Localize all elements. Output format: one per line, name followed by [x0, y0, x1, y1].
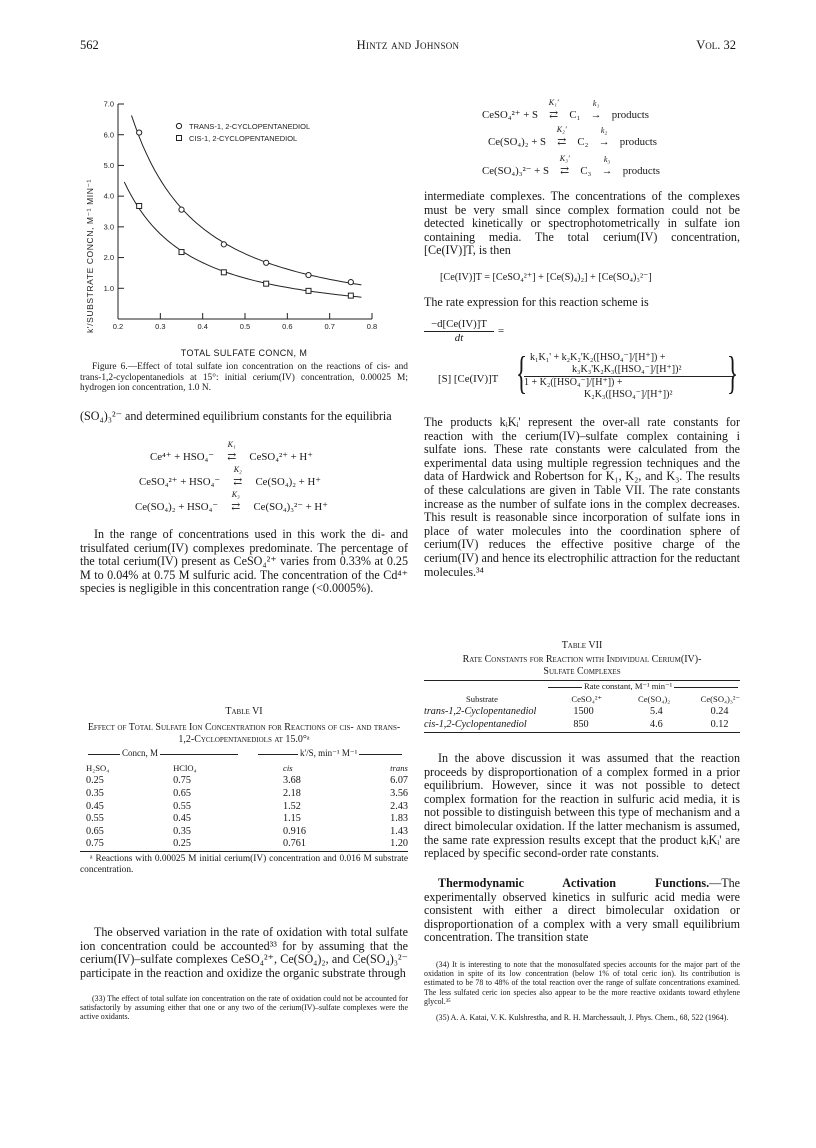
right-paragraph-1: intermediate complexes. The concentrations of the complexes must be very small since complex formation could not be detected kinetically or spectrophotometrically in sulfate ion containing media. The total cerium(IV) concentration, [Ce(IV)]T, is then	[424, 189, 740, 258]
table-6-cell: 3.56	[390, 787, 408, 799]
y-tick-label: 6.0	[103, 130, 114, 140]
table-6-cell: 0.45	[86, 800, 104, 812]
table-7-group: Rate constant, M⁻¹ min⁻¹	[584, 681, 673, 691]
page-number: 562	[80, 38, 99, 52]
figure-6-chart	[80, 96, 410, 346]
running-header	[80, 38, 736, 54]
x-tick-label: 0.4	[197, 322, 208, 331]
x-tick-label: 0.5	[239, 322, 251, 331]
legend-square-marker	[177, 136, 182, 141]
left-paragraph-2: In the range of concentrations used in this work the di- and trisulfated cerium(IV) complexes predominate. The percentage of the total cerium(IV) present as CeSO₄²⁺ varies from 0.33% at 0.25 M to 0.04% at 0.75 M sulfuric acid. The concentration of the Cd⁴⁺ species is negligible in this concentration range (<0.0005%).	[80, 527, 408, 596]
cis-data-point	[306, 288, 311, 293]
x-axis-label: TOTAL SULFATE CONCN, M	[180, 348, 308, 358]
table-6-grid	[80, 762, 408, 850]
table-6-row	[80, 800, 408, 813]
equilibrium-3: Ce(SO₄)₂ + HSO₄⁻ K₃ ⇄ Ce(SO₄)₃²⁻ + H⁺	[135, 490, 328, 513]
table-6	[80, 706, 408, 875]
table-7-cell: 0.12	[710, 718, 729, 730]
table-6-row	[80, 812, 408, 825]
table-6-group-rate: k'/S, min⁻¹ M⁻¹	[300, 748, 358, 758]
trans-data-point	[348, 280, 353, 285]
table-7-label: Table VII	[561, 640, 603, 651]
table-6-cell: 0.45	[173, 813, 191, 825]
table-6-cell: 3.68	[283, 775, 301, 787]
legend-cis-label: CIS-1, 2-CYCLOPENTANEDIOL	[189, 134, 298, 143]
table-6-row	[80, 787, 408, 800]
footnote-33: (33) The effect of total sulfate ion concentration on the rate of oxidation could not be accounted for satisfactorily by assuming either that one or any two of the cerium(IV)–sulfate complexes were the active oxidants.	[80, 994, 408, 1022]
scheme-line-3: Ce(SO₄)₃²⁻ + S K₃' ⇄ C₃ k₃ → products	[482, 154, 660, 177]
footnote-35: (35) A. A. Katai, V. K. Kulshrestha, and R. H. Marchessault, J. Phys. Chem., 68, 522 (1964).	[436, 1013, 729, 1022]
left-paragraph-1: (SO₄)₃²⁻ and determined equilibrium constants for the equilibria	[80, 409, 392, 423]
table-6-col-h2so4: H₂SO₄	[86, 763, 110, 774]
table-7-cell: 850	[573, 718, 589, 730]
figure-6-caption: Figure 6.—Effect of total sulfate ion concentration on the reactions of cis- and trans-1,2-cyclopentanediols at 15°: initial cerium(IV) concentration, 0.00025 M; hydrogen ion concentration, 1.0 N.	[80, 362, 408, 394]
table-6-cell: 0.75	[86, 838, 104, 850]
footnote-34: (34) It is interesting to note that the monosulfated species accounts for the major part of the oxidation in spite of its low concentration (below 1% of total ceric ion). Its contribution is estimated to be 78 to 48% of the total reaction over the range of sulfate concentrations examined. The less sulfated ceric ion species also appear to be the more reactive oxidants toward ethylene glycol.³⁵	[424, 960, 740, 1006]
table-6-cell: 1.43	[390, 825, 408, 837]
cis-data-point	[348, 293, 353, 298]
x-tick-label: 0.3	[155, 322, 166, 331]
legend-trans-label: TRANS-1, 2-CYCLOPENTANEDIOL	[189, 122, 311, 131]
table-6-footnote: ᵃ Reactions with 0.00025 M initial cerium(IV) concentration and 0.016 M substrate concentration.	[80, 854, 408, 875]
table-6-cell: 1.52	[283, 800, 301, 812]
y-tick-label: 2.0	[103, 253, 114, 263]
table-7-cell: 5.4	[650, 706, 663, 718]
table-6-cell: 0.35	[86, 787, 104, 799]
y-axis-label: k'/SUBSTRATE CONCN, M⁻¹ MIN⁻¹	[85, 179, 95, 333]
trans-data-point	[179, 207, 184, 212]
rate-fraction: −d[Ce(IV)]T dt	[424, 318, 494, 344]
trans-data-point	[221, 242, 226, 247]
x-tick-label: 0.6	[282, 322, 293, 331]
section-heading-thermo: Thermodynamic Activation Functions.	[438, 876, 710, 890]
table-6-cell: 0.75	[173, 775, 191, 787]
table-6-col-trans: trans	[390, 763, 408, 774]
table-6-col-cis: cis	[283, 763, 293, 774]
y-tick-label: 7.0	[103, 99, 114, 109]
table-7-cell: 0.24	[710, 706, 729, 718]
cis-curve	[124, 182, 361, 297]
table-6-cell: 6.07	[390, 775, 408, 787]
table-6-cell: 0.55	[173, 800, 191, 812]
table-7-cell: trans-1,2-Cyclopentanediol	[424, 706, 537, 718]
y-tick-label: 3.0	[103, 222, 114, 232]
running-title: Hintz and Johnson	[356, 38, 460, 52]
cis-data-point	[221, 270, 226, 275]
table-7-col-ceso4-3: Ce(SO₄)₃²⁻	[700, 693, 740, 704]
total-cerium-equation: [Ce(IV)]T = [CeSO₄²⁺] + [Ce(S)₄)₂] + [Ce(SO₄)₃²⁻]	[440, 272, 652, 283]
table-6-cell: 2.18	[283, 787, 301, 799]
table-6-cell: 0.55	[86, 813, 104, 825]
right-paragraph-2: The rate expression for this reaction scheme is	[424, 295, 649, 309]
table-6-cell: 0.25	[86, 775, 104, 787]
table-6-row	[80, 775, 408, 788]
table-7-title: Rate Constants for Reaction with Individual Cerium(IV)-Sulfate Complexes	[462, 654, 702, 677]
right-paragraph-4: In the above discussion it was assumed that the reaction proceeds by disproportionation of a complex formed in a prior equilibrium. However, since it was not possible to detect complex formation for the reaction in sulfuric acid media, it is not possible to distinguish between this type of mechanism and a direct bimolecular oxidation. If the latter mechanism is assumed, the same rate expression results except that the product kᵢKᵢ' are replaced by specific second-order rate constants.	[424, 751, 740, 861]
right-paragraph-5: Thermodynamic Activation Functions.—The experimentally observed kinetics in sulfuric acid media were consistent with either a direct bimolecular oxidation or disproportionation of a complex with a very small equilibrium concentration. The transition state	[424, 876, 740, 945]
table-7-row	[424, 706, 740, 719]
scheme-line-1: CeSO₄²⁺ + S K₁' ⇄ C₁ k₁ → products	[482, 98, 649, 121]
y-tick-label: 1.0	[103, 283, 114, 293]
table-7-col-ceso4-2: Ce(SO₄)₂	[638, 694, 671, 705]
cis-data-point	[137, 203, 142, 208]
table-6-group-conc: Concn, M	[122, 748, 158, 758]
table-6-title: Effect of Total Sulfate Ion Concentration for Reactions of cis- and trans-1,2-Cyclopentanediols at 15.0°ᵃ	[87, 722, 401, 745]
table-7-cell: cis-1,2-Cyclopentanediol	[424, 718, 527, 730]
x-tick-label: 0.7	[324, 322, 335, 331]
table-6-cell: 1.15	[283, 813, 301, 825]
trans-data-point	[264, 260, 269, 265]
trans-data-point	[306, 272, 311, 277]
table-7	[424, 640, 740, 733]
table-6-cell: 0.65	[173, 787, 191, 799]
volume-label: Vol. 32	[696, 38, 736, 52]
equilibrium-1: Ce⁴⁺ + HSO₄⁻ K₁ ⇄ CeSO₄²⁺ + H⁺	[150, 440, 313, 463]
legend-circle-marker	[176, 123, 181, 128]
table-6-cell: 0.65	[86, 825, 104, 837]
rate-equals: =	[498, 325, 505, 337]
equilibrium-2: CeSO₄²⁺ + HSO₄⁻ K₂ ⇄ Ce(SO₄)₂ + H⁺	[139, 465, 321, 488]
table-6-cell: 0.761	[283, 838, 306, 850]
table-6-cell: 0.916	[283, 825, 306, 837]
trans-data-point	[137, 130, 142, 135]
table-6-label: Table VI	[225, 706, 263, 717]
table-6-col-hclo4: HClO₄	[173, 763, 197, 774]
cis-data-point	[179, 250, 184, 255]
table-7-col-substrate: Substrate	[466, 694, 498, 705]
left-paragraph-3: The observed variation in the rate of oxidation with total sulfate ion concentration could be accounted³³ for by assuming that the cerium(IV)–sulfate complexes CeSO₄²⁺, Ce(SO₄)₂, and Ce(SO₄)₃²⁻ participate in the reaction and oxidize the organic substrate through	[80, 925, 408, 980]
y-tick-label: 5.0	[103, 161, 114, 171]
table-6-cell: 0.25	[173, 838, 191, 850]
table-7-row	[424, 718, 740, 731]
scheme-line-2: Ce(SO₄)₂ + S K₂' ⇄ C₂ k₂ → products	[488, 125, 657, 148]
x-tick-label: 0.8	[366, 322, 378, 331]
y-tick-label: 4.0	[103, 191, 114, 201]
table-6-cell: 1.83	[390, 813, 408, 825]
table-7-col-ceso4: CeSO₄²⁺	[571, 693, 602, 704]
cis-data-point	[264, 281, 269, 286]
table-6-cell: 0.35	[173, 825, 191, 837]
table-7-grid	[424, 693, 740, 731]
table-6-row	[80, 825, 408, 838]
table-6-cell: 1.20	[390, 838, 408, 850]
table-7-cell: 1500	[573, 706, 594, 718]
table-7-cell: 4.6	[650, 718, 663, 730]
table-6-row	[80, 838, 408, 851]
rate-prefix: [S] [Ce(IV)]T	[438, 373, 499, 385]
x-tick-label: 0.2	[112, 322, 124, 331]
rate-big-fraction: { } k₁K₁' + k₂K₂'K₂([HSO₄⁻]/[H⁺]) + k₃K₃'K₂K₃([HSO₄⁻]/[H⁺])² 1 + K₂([HSO₄⁻]/[H⁺]) + K₂K₃([HSO₄⁻]/[H⁺])²	[516, 347, 738, 400]
right-paragraph-3: The products kᵢKᵢ' represent the over-all rate constants for reaction with the cerium(IV)–sulfate complex containing i sulfate ions. These rate constants were calculated from the experimental data using multiple regression techniques and the data of Hardwick and Robertson for K₁, K₂, and K₃. The results of these calculations are given in Table VII. The rate constants increase as the number of sulfate ions in the complex decreases. This result is reasonable since incorporation of sulfate ions in place of water molecules into the coordination sphere of cerium(IV) reduces the effective positive charge of the cerium(IV) and hence its electrophilic attraction for the reductant molecules.³⁴	[424, 415, 740, 579]
table-6-cell: 2.43	[390, 800, 408, 812]
